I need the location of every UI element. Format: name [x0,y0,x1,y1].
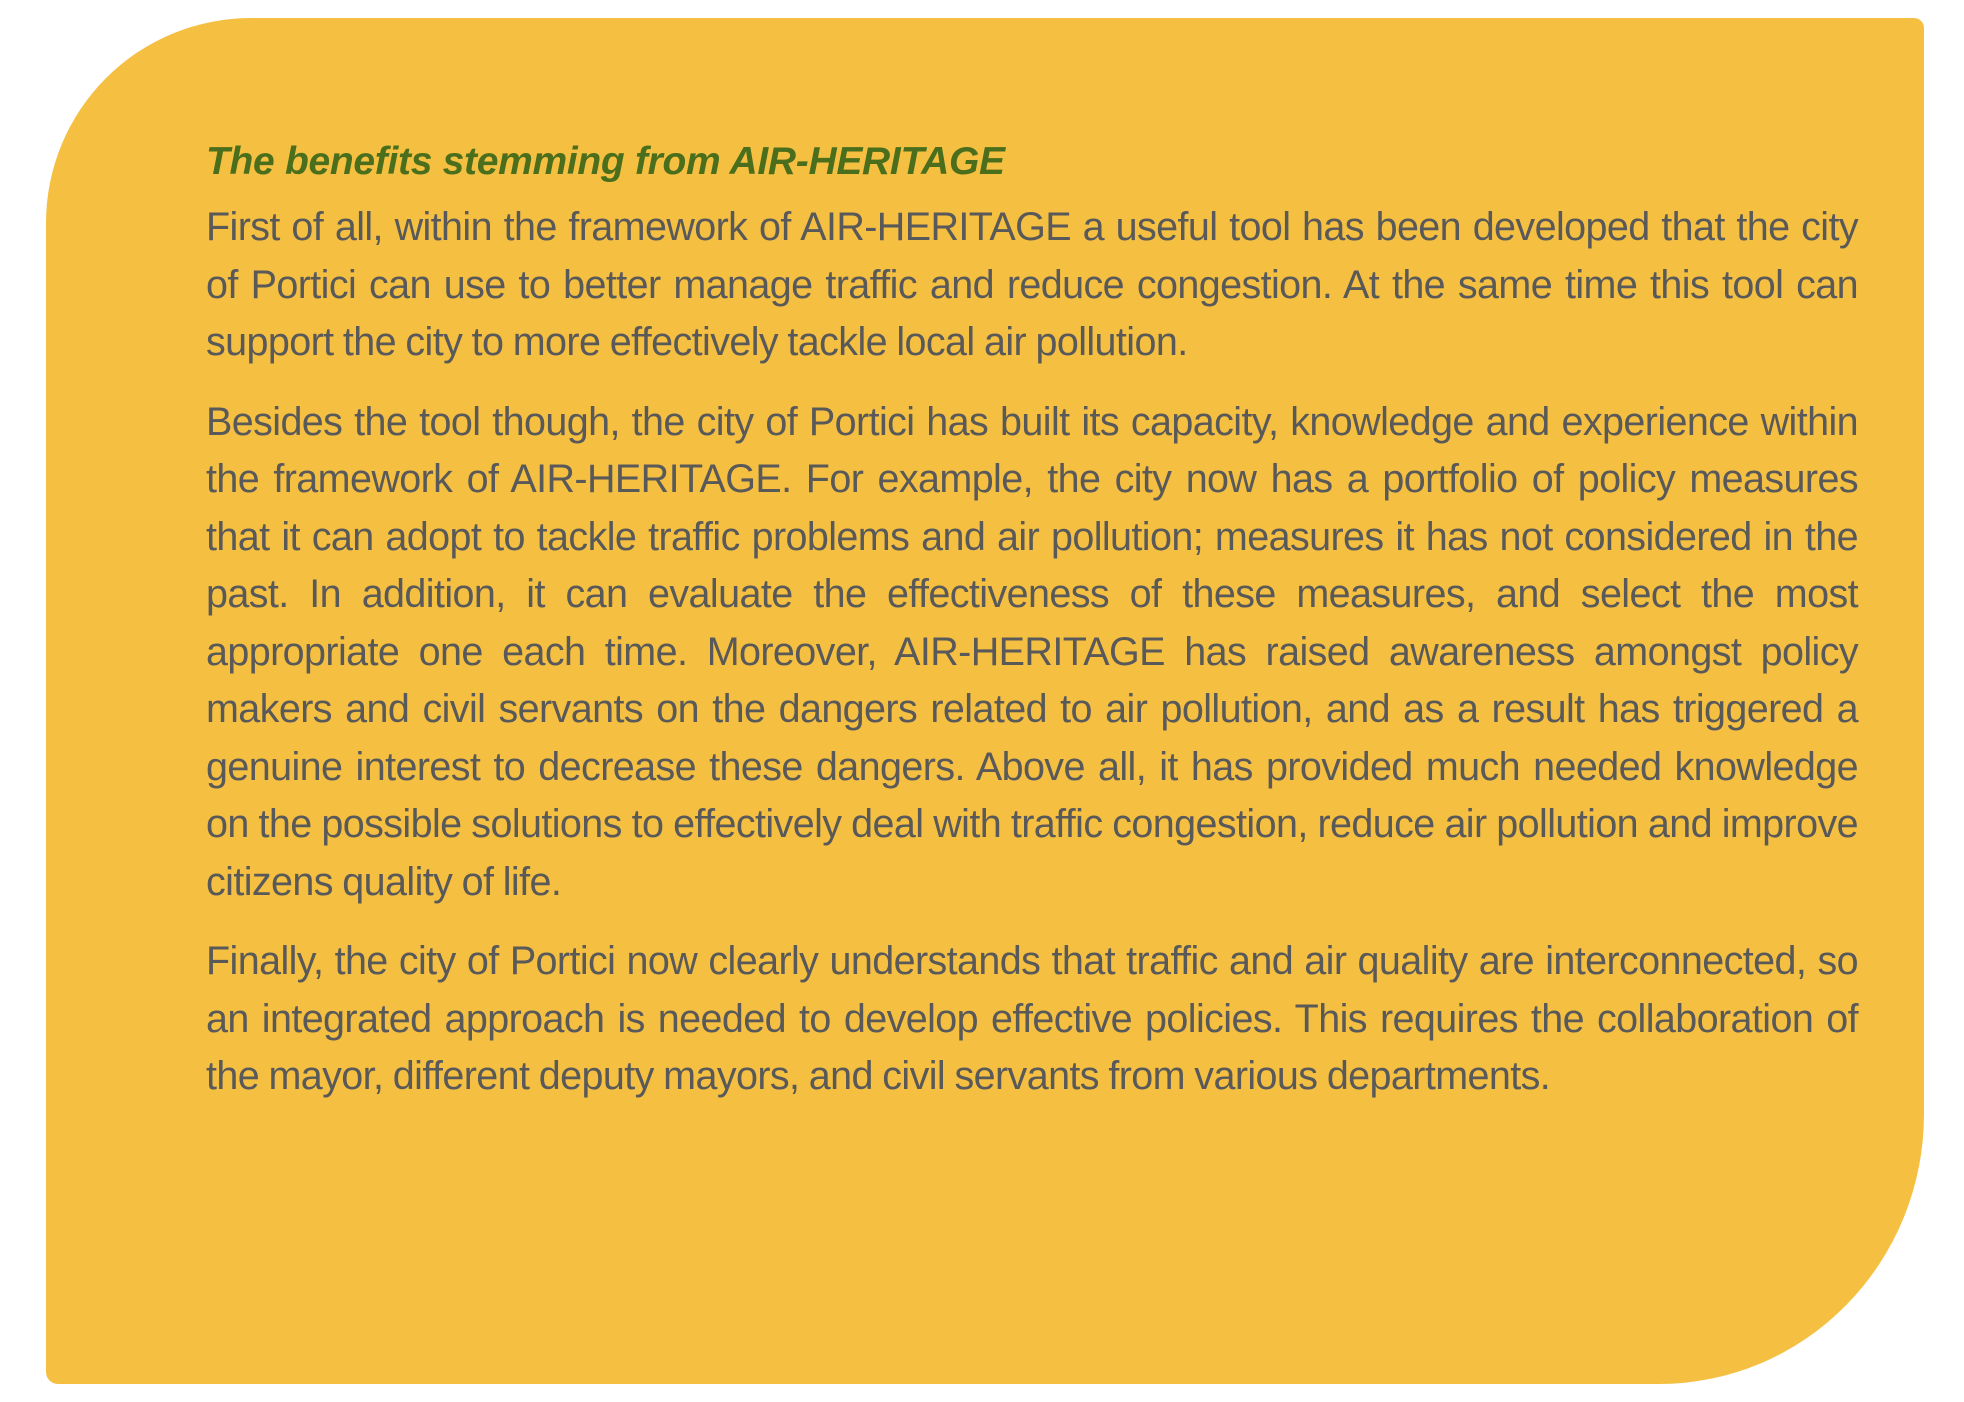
paragraph-integrated-approach: Finally, the city of Portici now clearly understands that traffic and air quality are interconnected, so an integrated approach is needed to develop effective policies. This requires the collaboration of the mayor, different deputy mayors, and civil servants from various departments. [206,939,1858,1098]
benefits-callout-box [46,18,1924,1384]
paragraph-capacity: Besides the tool though, the city of Portici has built its capacity, knowledge and experience within the framework of AIR-HERITAGE. For example, the city now has a portfolio of policy measures that it can adopt to tackle traffic problems and air pollution; measures it has not considered in the past. In addition, it can evaluate the effectiveness of these measures, and select the most appropriate one each time. Moreover, AIR-HERITAGE has raised awareness amongst policy makers and civil servants on the dangers related to air pollution, and as a result has triggered a genuine interest to decrease these dangers. Above all, it has provided much needed knowledge on the possible solutions to effectively deal with traffic congestion, reduce air pollution and improve citizens quality of life. [206,399,1858,904]
paragraph-tool: First of all, within the framework of AIR-HERITAGE a useful tool has been developed that the city of Portici can use to better manage traffic and reduce congestion. At the same time this tool can support the city to more effectively tackle local air pollution. [206,205,1858,364]
callout-content [206,136,1858,1106]
section-title: The benefits stemming from AIR-HERITAGE [206,140,1005,183]
